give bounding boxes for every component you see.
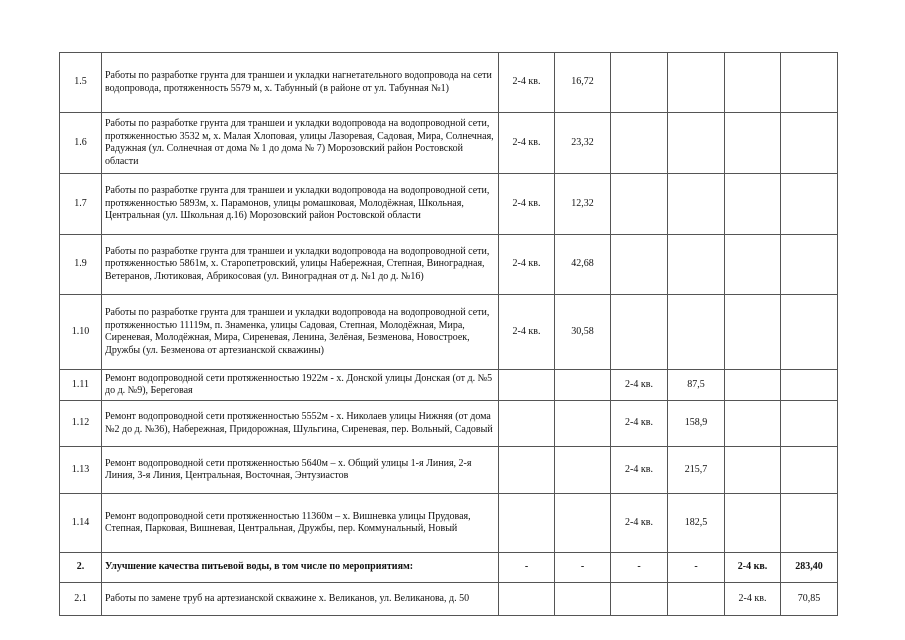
amount-cell xyxy=(781,370,838,401)
work-description: Работы по разработке грунта для траншеи и укладки водопровода на водопроводной сети, протяженностью 3532 м, х. Малая Хлоповая, улицы Лазоревая, Садовая, Мира, Солнечная, Радужная (ул. Солнечная от дома № 1 до дома № 7) Морозовский район Ростовской области xyxy=(102,113,499,174)
work-description: Ремонт водопроводной сети протяженностью 11360м – х. Вишневка улицы Прудовая, Степная, Парковая, Вишневая, Центральная, Дружбы, пер. Коммунальный, Новый xyxy=(102,494,499,553)
period-cell xyxy=(611,235,668,295)
row-number: 1.6 xyxy=(60,113,102,174)
amount-cell xyxy=(781,174,838,235)
amount-cell xyxy=(668,113,725,174)
period-cell xyxy=(611,295,668,370)
table-row xyxy=(60,370,838,401)
table-row xyxy=(60,583,838,616)
amount-cell: 42,68 xyxy=(555,235,611,295)
work-description: Ремонт водопроводной сети протяженностью 5640м – х. Общий улицы 1-я Линия, 2-я Линия, 3-я Линия, Центральная, Восточная, Энтузиастов xyxy=(102,447,499,494)
period-cell xyxy=(725,494,781,553)
row-number: 1.10 xyxy=(60,295,102,370)
period-cell: 2-4 кв. xyxy=(499,295,555,370)
table-row xyxy=(60,113,838,174)
period-cell: 2-4 кв. xyxy=(499,113,555,174)
period-cell: 2-4 кв. xyxy=(611,401,668,447)
amount-cell: 12,32 xyxy=(555,174,611,235)
amount-cell: 158,9 xyxy=(668,401,725,447)
amount-cell: - xyxy=(555,553,611,583)
amount-cell: 215,7 xyxy=(668,447,725,494)
work-description: Работы по замене труб на артезианской скважине х. Великанов, ул. Великанова, д. 50 xyxy=(102,583,499,616)
period-cell xyxy=(725,370,781,401)
period-cell xyxy=(499,583,555,616)
period-cell: 2-4 кв. xyxy=(499,53,555,113)
work-description: Работы по разработке грунта для траншеи и укладки водопровода на водопроводной сети, протяженностью 5861м, х. Старопетровский, улицы Набережная, Степная, Виноградная, Ветеранов, Лютиковая, Абрикосовая (ул. Виноградная от д. №1 до д. №16) xyxy=(102,235,499,295)
row-number: 1.14 xyxy=(60,494,102,553)
amount-cell xyxy=(781,494,838,553)
amount-cell xyxy=(781,447,838,494)
period-cell: 2-4 кв. xyxy=(499,174,555,235)
period-cell xyxy=(725,235,781,295)
row-number: 1.11 xyxy=(60,370,102,401)
period-cell xyxy=(611,583,668,616)
row-number: 1.9 xyxy=(60,235,102,295)
period-cell: - xyxy=(499,553,555,583)
period-cell xyxy=(725,447,781,494)
amount-cell xyxy=(668,174,725,235)
period-cell xyxy=(725,295,781,370)
row-number: 1.5 xyxy=(60,53,102,113)
amount-cell xyxy=(668,295,725,370)
table-row xyxy=(60,295,838,370)
work-description: Ремонт водопроводной сети протяженностью 5552м - х. Николаев улицы Нижняя (от дома №2 до д. №36), Набережная, Придорожная, Шульгина, Сиреневая, пер. Вольный, Садовый xyxy=(102,401,499,447)
amount-cell xyxy=(668,235,725,295)
row-number: 1.13 xyxy=(60,447,102,494)
period-cell xyxy=(611,113,668,174)
amount-cell xyxy=(781,401,838,447)
table-row xyxy=(60,494,838,553)
period-cell: 2-4 кв. xyxy=(611,447,668,494)
period-cell: 2-4 кв. xyxy=(499,235,555,295)
amount-cell: 23,32 xyxy=(555,113,611,174)
amount-cell xyxy=(555,494,611,553)
section-row xyxy=(60,553,838,583)
amount-cell: 70,85 xyxy=(781,583,838,616)
period-cell: 2-4 кв. xyxy=(611,494,668,553)
period-cell: - xyxy=(611,553,668,583)
table-row xyxy=(60,447,838,494)
amount-cell: 16,72 xyxy=(555,53,611,113)
period-cell xyxy=(725,174,781,235)
period-cell xyxy=(725,53,781,113)
work-description: Работы по разработке грунта для траншеи и укладки нагнетательного водопровода на сети водопровода, протяженность 5579 м, х. Табунный (в районе от ул. Табунная №1) xyxy=(102,53,499,113)
amount-cell xyxy=(781,53,838,113)
table-row xyxy=(60,401,838,447)
period-cell xyxy=(611,53,668,113)
period-cell xyxy=(499,401,555,447)
amount-cell xyxy=(668,53,725,113)
row-number: 2.1 xyxy=(60,583,102,616)
period-cell xyxy=(725,401,781,447)
table-row xyxy=(60,174,838,235)
amount-cell xyxy=(781,113,838,174)
row-number: 2. xyxy=(60,553,102,583)
amount-cell: 283,40 xyxy=(781,553,838,583)
works-table xyxy=(59,52,838,616)
period-cell: 2-4 кв. xyxy=(725,583,781,616)
table-row xyxy=(60,235,838,295)
amount-cell: 30,58 xyxy=(555,295,611,370)
work-description: Работы по разработке грунта для траншеи и укладки водопровода на водопроводной сети, протяженностью 5893м, х. Парамонов, улицы ромашковая, Молодёжная, Школьная, Центральная (ул. Школьная д.16) Морозовский район Ростовской области xyxy=(102,174,499,235)
period-cell xyxy=(499,370,555,401)
period-cell xyxy=(611,174,668,235)
amount-cell xyxy=(555,401,611,447)
amount-cell xyxy=(781,235,838,295)
amount-cell xyxy=(781,295,838,370)
table-row xyxy=(60,53,838,113)
period-cell: 2-4 кв. xyxy=(611,370,668,401)
section-title: Улучшение качества питьевой воды, в том числе по мероприятиям: xyxy=(102,553,499,583)
work-description: Работы по разработке грунта для траншеи и укладки водопровода на водопроводной сети, протяженностью 11119м, п. Знаменка, улицы Садовая, Степная, Молодёжная, Мира, Сиреневая, Молодёжная, Мира, Сиреневая, Ленина, Зелёная, Безменова, Новостроек, Дружбы (ул. Безменова от артезианской скважины) xyxy=(102,295,499,370)
amount-cell: 182,5 xyxy=(668,494,725,553)
period-cell xyxy=(499,494,555,553)
amount-cell: 87,5 xyxy=(668,370,725,401)
work-description: Ремонт водопроводной сети протяженностью 1922м - х. Донской улицы Донская (от д. №5 до д. №9), Береговая xyxy=(102,370,499,401)
amount-cell: - xyxy=(668,553,725,583)
row-number: 1.12 xyxy=(60,401,102,447)
row-number: 1.7 xyxy=(60,174,102,235)
amount-cell xyxy=(555,370,611,401)
amount-cell xyxy=(555,447,611,494)
period-cell: 2-4 кв. xyxy=(725,553,781,583)
amount-cell xyxy=(555,583,611,616)
amount-cell xyxy=(668,583,725,616)
period-cell xyxy=(725,113,781,174)
period-cell xyxy=(499,447,555,494)
